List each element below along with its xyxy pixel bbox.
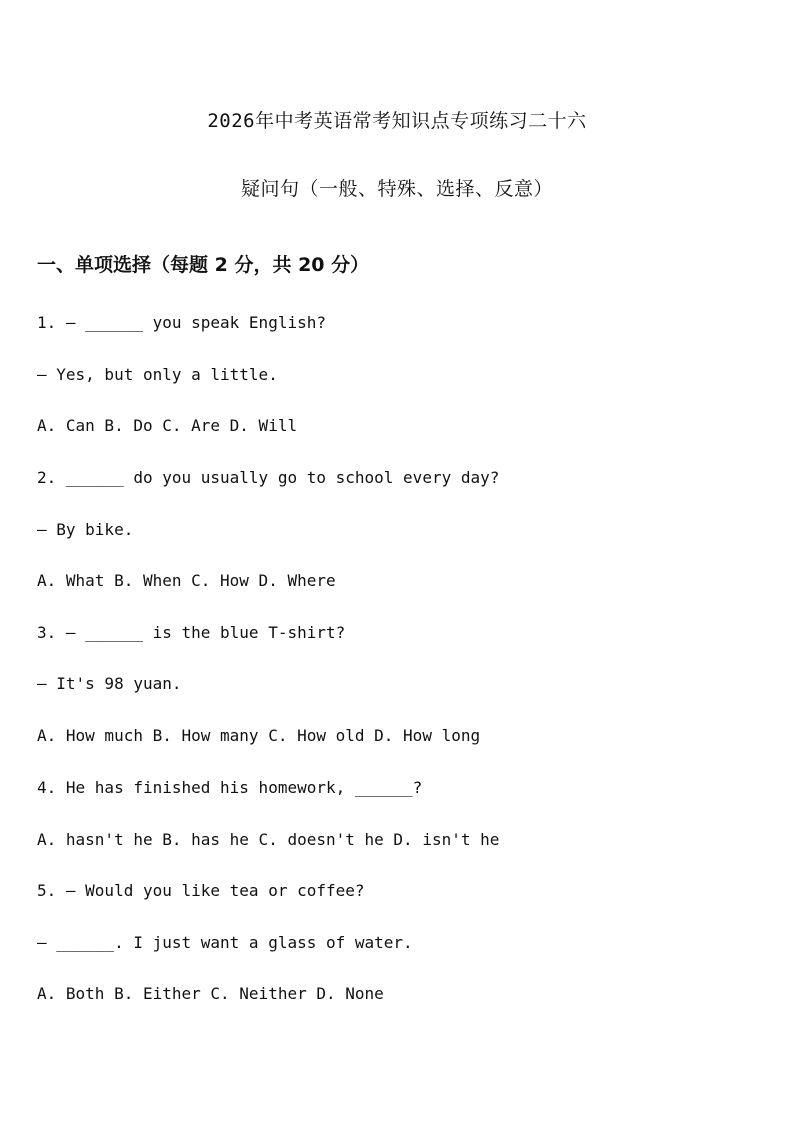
question-5-stem: 5. — Would you like tea or coffee?: [37, 881, 365, 900]
question-4-stem: 4. He has finished his homework, ______?: [37, 778, 423, 797]
question-2-stem: 2. ______ do you usually go to school every day?: [37, 468, 500, 487]
question-1-options: A. Can B. Do C. Are D. Will: [37, 416, 298, 435]
question-5-options: A. Both B. Either C. Neither D. None: [37, 984, 384, 1003]
document-subtitle: 疑问句（一般、特殊、选择、反意）: [240, 178, 553, 200]
question-3-options: A. How much B. How many C. How old D. How long: [37, 726, 481, 745]
question-2-reply: — By bike.: [37, 520, 134, 539]
question-1-stem: 1. — ______ you speak English?: [37, 313, 326, 332]
question-4-options: A. hasn't he B. has he C. doesn't he D. isn't he: [37, 830, 500, 849]
question-3-reply: — It's 98 yuan.: [37, 674, 182, 693]
question-1-reply: — Yes, but only a little.: [37, 365, 278, 384]
question-3-stem: 3. — ______ is the blue T-shirt?: [37, 623, 346, 642]
question-5-reply: — ______. I just want a glass of water.: [37, 933, 413, 952]
section-heading: 一、单项选择（每题 2 分，共 20 分）: [37, 254, 370, 276]
document-title: 2026年中考英语常考知识点专项练习二十六: [207, 110, 587, 132]
question-2-options: A. What B. When C. How D. Where: [37, 571, 336, 590]
